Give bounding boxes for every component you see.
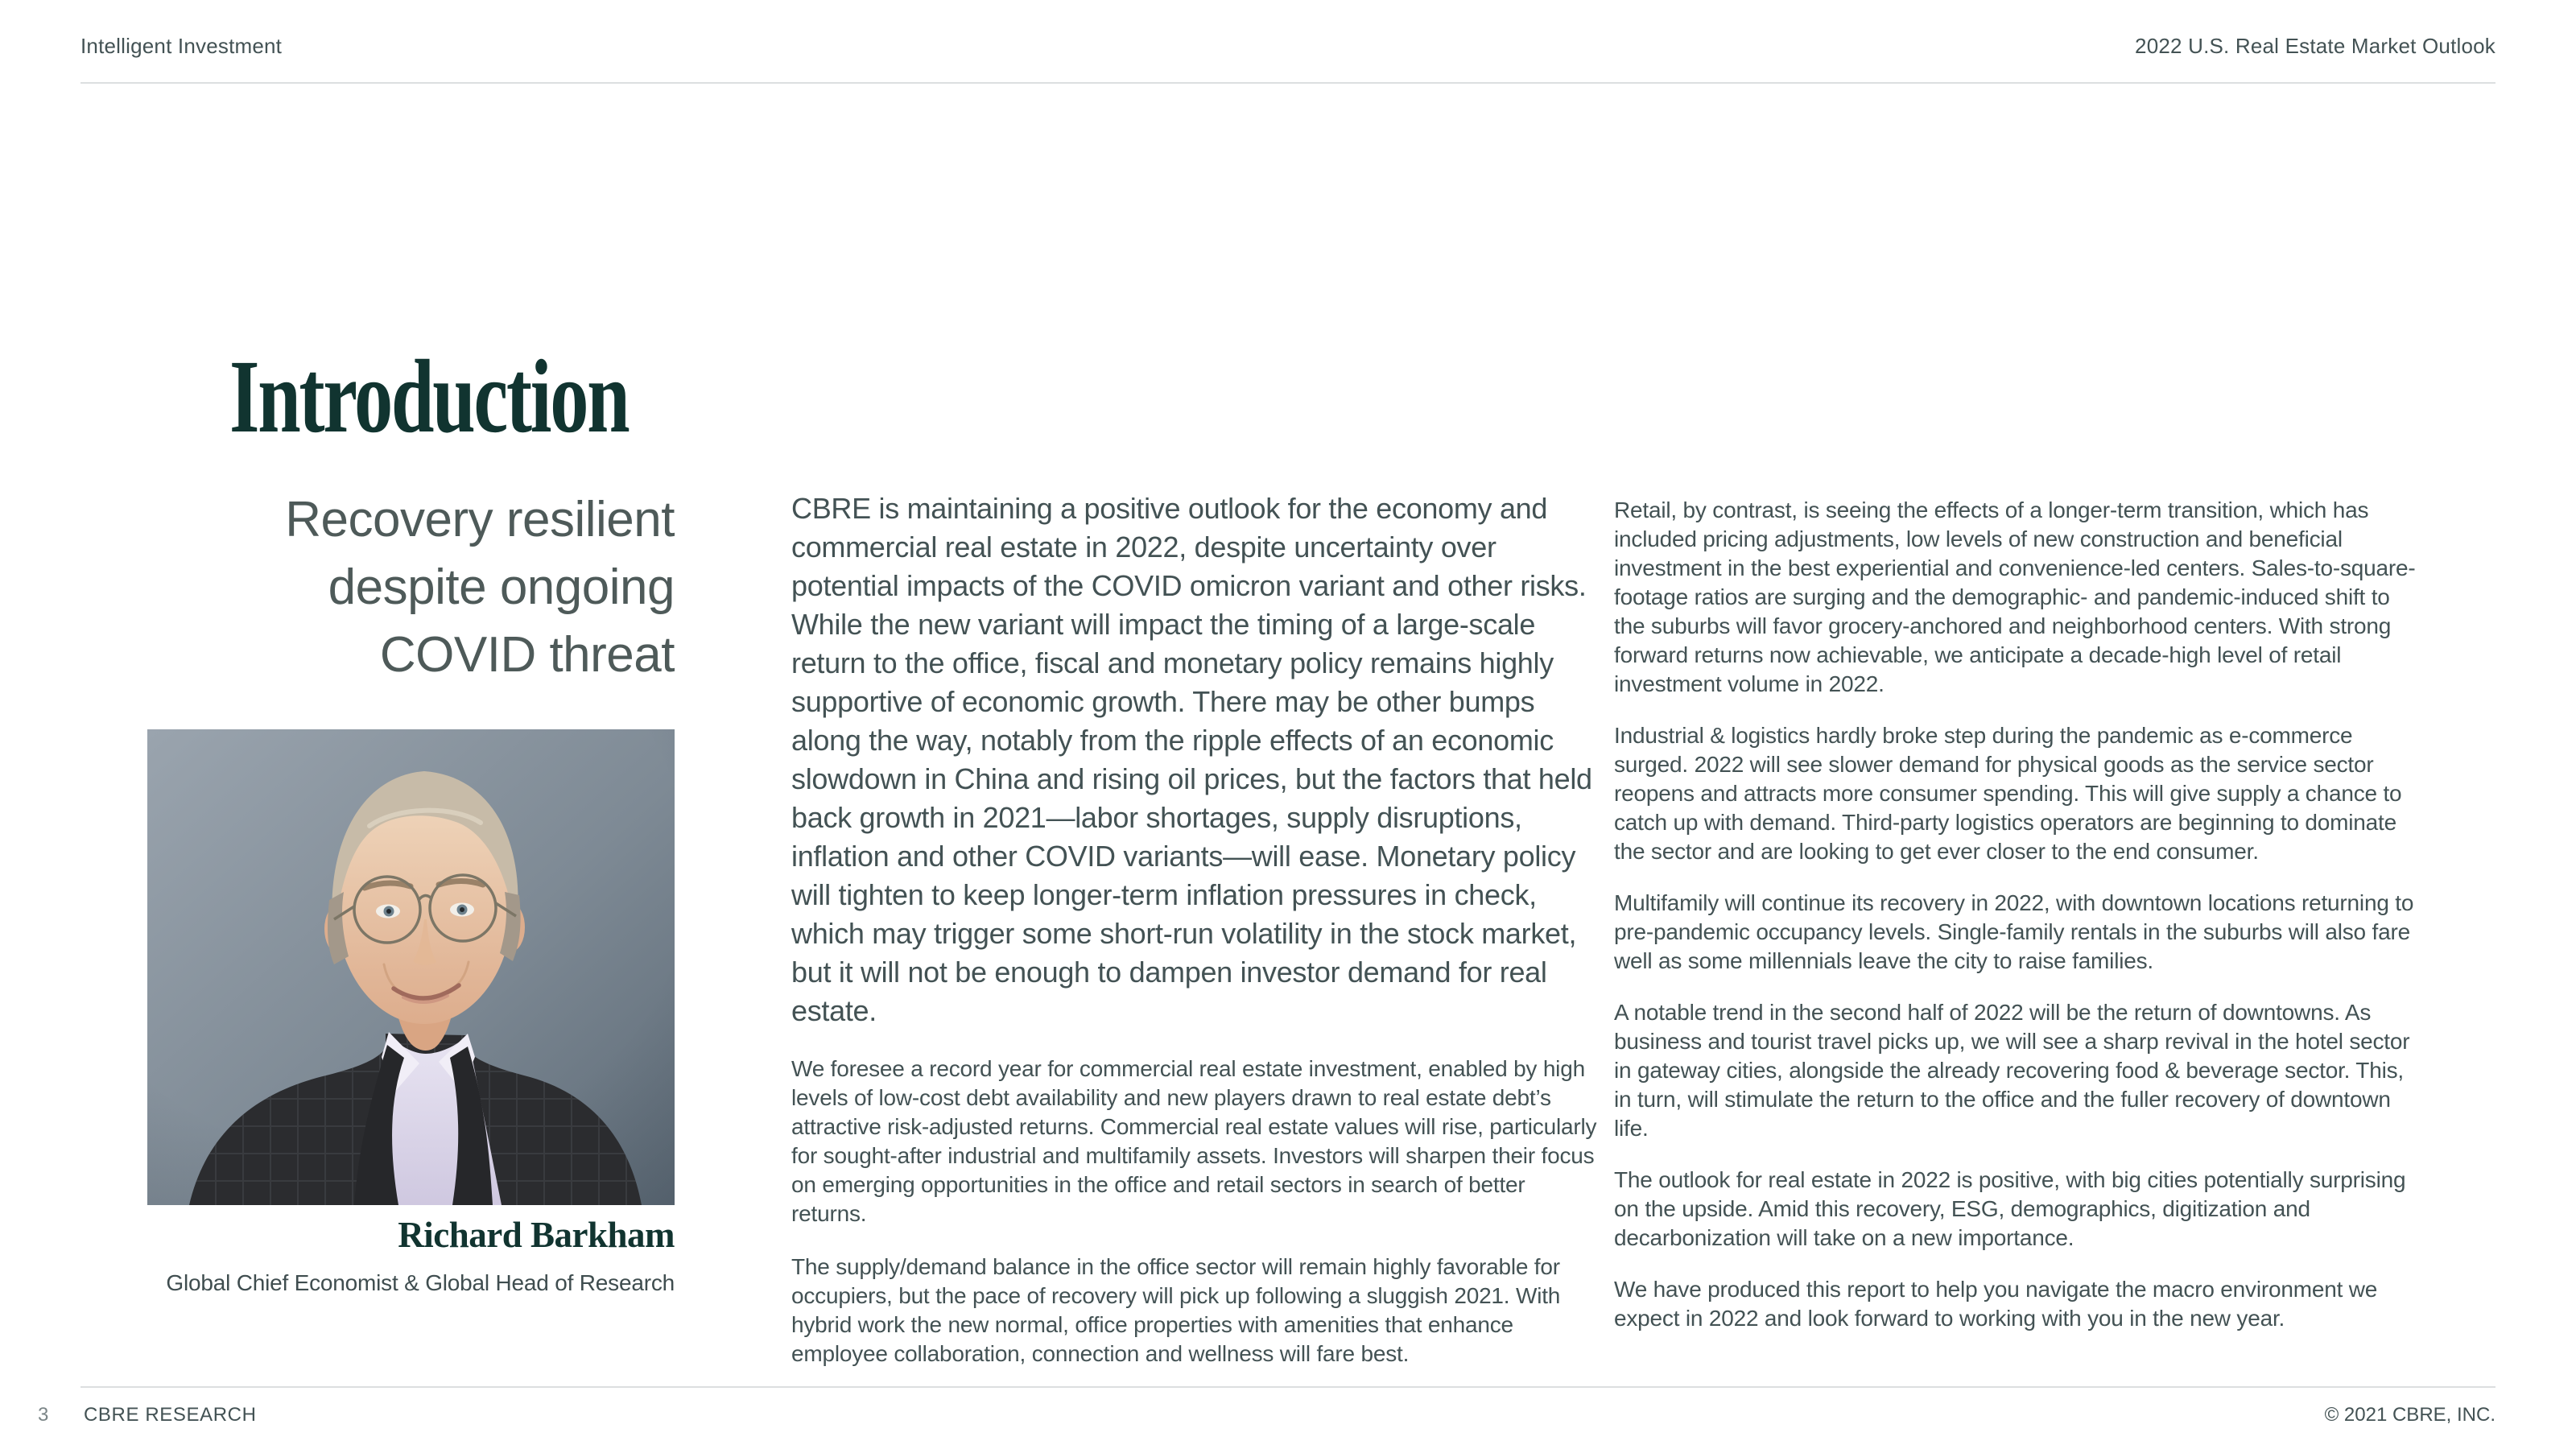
- author-photo: [147, 729, 675, 1205]
- body-paragraph: Multifamily will continue its recovery in 2022, with downtown locations returning to pre-pandemic occupancy levels. Single-family rentals in the suburbs will also fare well as some millennials leave the city to raise families.: [1614, 890, 2414, 973]
- page-subtitle: [161, 486, 675, 689]
- body-paragraph: The outlook for real estate in 2022 is positive, with big cities potentially surprising on the upside. Amid this recovery, ESG, demographics, digitization and decarbonization will take on a new importance.: [1614, 1167, 2406, 1250]
- richard-barkham-portrait: [147, 729, 675, 1205]
- footer-copyright: © 2021 CBRE, INC.: [2324, 1404, 2496, 1426]
- page-subtitle-line: COVID threat: [379, 627, 675, 683]
- header-section-label: Intelligent Investment: [80, 34, 283, 58]
- intro-right-column: [1614, 496, 2419, 1356]
- page-subtitle-line: Recovery resilient: [285, 492, 675, 547]
- lead-paragraph: CBRE is maintaining a positive outlook for the economy and commercial real estate in 2022, despite uncertainty over potential impacts of the COVID omicron variant and other risks. While the new variant will impact the timing of a large-scale return to the office, fiscal and monetary policy remains highly supportive of economic growth. There may be other bumps along the way, notably from the ripple effects of an economic slowdown in China and rising oil prices, but the factors that held back growth in 2021—labor shortages, supply disruptions, inflation and other COVID variants—will ease. Monetary policy will tighten to keep longer-term inflation pressures in check, which may trigger some short-run volatility in the stock market, but it will not be enough to dampen investor demand for real estate.: [791, 492, 1592, 1027]
- body-paragraph: We have produced this report to help you navigate the macro environment we expect in 2022 and look forward to working with you in the new year.: [1614, 1277, 2378, 1331]
- author-name: Richard Barkham: [398, 1215, 675, 1255]
- body-paragraph: We foresee a record year for commercial real estate investment, enabled by high levels of low-cost debt availability and new players drawn to real estate debt’s attractive risk-adjusted returns. Commercial real estate values will rise, particularly for sought-after industrial and multifamily assets. Investors will sharpen their focus on emerging opportunities in the office and retail sectors in search of better returns.: [791, 1056, 1597, 1226]
- body-paragraph: A notable trend in the second half of 2022 will be the return of downtowns. As business and tourist travel picks up, we will see a sharp revival in the hotel sector in gateway cities, alongside the already recovering food & beverage sector. This, in turn, will stimulate the return to the office and the fuller recovery of downtown life.: [1614, 1000, 2410, 1141]
- body-paragraph: Retail, by contrast, is seeing the effects of a longer-term transition, which has included pricing adjustments, low levels of new construction and beneficial investment in the best experiential and convenience-led centers. Sales-to-square-footage ratios are surging and the demographic- and pandemic-induced shift to the suburbs will favor grocery-anchored and neighborhood centers. With strong forward returns now achievable, we anticipate a decade-high level of retail investment volume in 2022.: [1614, 497, 2416, 696]
- header-report-title: 2022 U.S. Real Estate Market Outlook: [2135, 34, 2496, 58]
- footer-divider: [80, 1386, 2496, 1388]
- page-title: Introduction: [229, 339, 629, 455]
- footer-page-number: 3: [38, 1404, 49, 1426]
- body-paragraph: Industrial & logistics hardly broke step during the pandemic as e-commerce surged. 2022 will see slower demand for physical goods as the service sector reopens and attracts more consumer spending. This will give supply a chance to catch up with demand. Third-party logistics operators are beginning to dominate the sector and are looking to get ever closer to the end consumer.: [1614, 723, 2402, 864]
- body-paragraph: The supply/demand balance in the office sector will remain highly favorable for occupiers, but the pace of recovery will pick up following a sluggish 2021. With hybrid work the new normal, office properties with amenities that enhance employee collaboration, connection and wellness will fare best.: [791, 1254, 1561, 1366]
- intro-main-column: [791, 489, 1600, 1368]
- footer-brand-label: CBRE RESEARCH: [84, 1404, 257, 1426]
- header-divider: [80, 82, 2496, 84]
- page-subtitle-line: despite ongoing: [328, 559, 675, 615]
- author-role: Global Chief Economist & Global Head of Research: [166, 1270, 675, 1295]
